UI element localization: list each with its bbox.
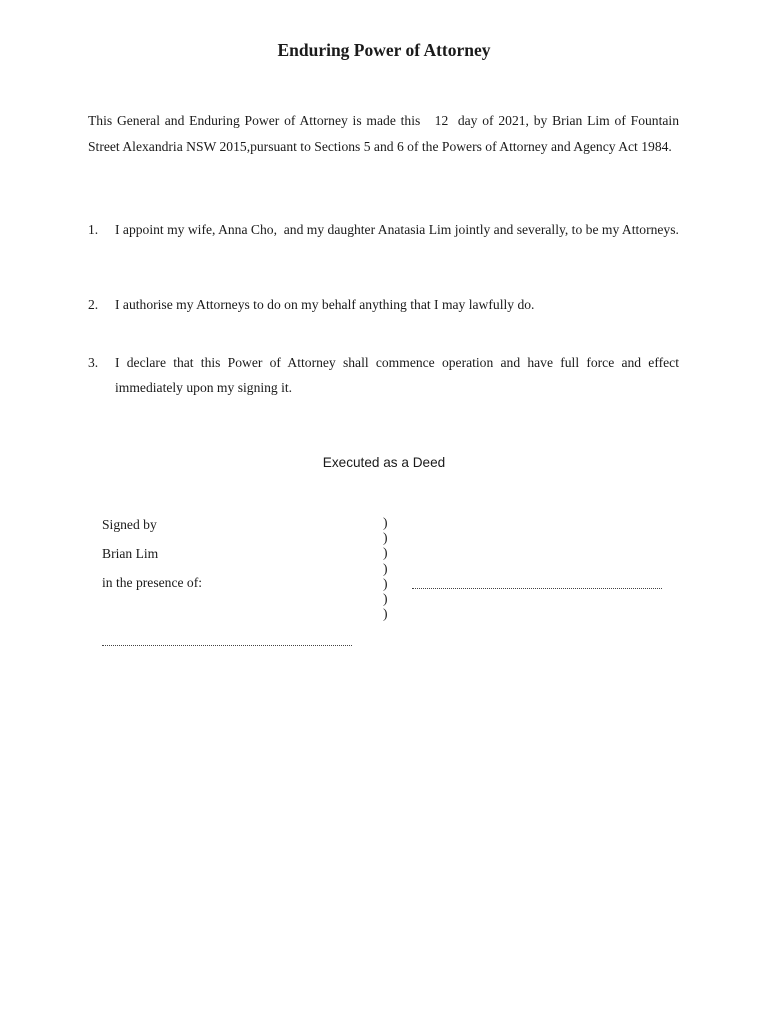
clause-1: [88, 217, 679, 242]
bracket: ): [383, 560, 388, 576]
attorney-signature-line: [412, 588, 662, 589]
signed-by-label: Signed by: [102, 517, 157, 532]
bracket: ): [383, 515, 388, 530]
document-title: Enduring Power of Attorney: [277, 40, 491, 60]
bracket: ): [383, 591, 388, 607]
clause-text: I declare that this Power of Attorney shall commence operation and have full force and effect immediately upon my signing it.: [115, 355, 679, 395]
clause-2: [88, 292, 679, 317]
presence-label: in the presence of:: [102, 575, 203, 590]
execution-heading: Executed as a Deed: [322, 455, 446, 470]
clause-number: 1.: [88, 222, 99, 237]
clause-text: I authorise my Attorneys to do on my behalf anything that I may lawfully do.: [115, 297, 535, 312]
bracket: ): [383, 530, 388, 546]
intro-paragraph: This General and Enduring Power of Attorney is made this 12 day of 2021, by Brian Lim of Fountain Street Alexandria NSW 2015,pursuant to Sections 5 and 6 of the Powers of Attorney and Agency Act 1984.: [88, 113, 679, 154]
clause-number: 2.: [88, 297, 99, 312]
bracket: ): [383, 575, 388, 591]
signatory-name: Brian Lim: [102, 546, 159, 561]
clause-number: 3.: [88, 355, 99, 370]
witness-signature-line: [102, 645, 352, 646]
bracket: ): [383, 606, 388, 622]
clause-text: I appoint my wife, Anna Cho, and my daughter Anatasia Lim jointly and severally, to be my Attorneys.: [115, 222, 679, 237]
bracket-column: [383, 515, 388, 621]
clause-3: [88, 350, 679, 400]
bracket: ): [383, 545, 388, 561]
